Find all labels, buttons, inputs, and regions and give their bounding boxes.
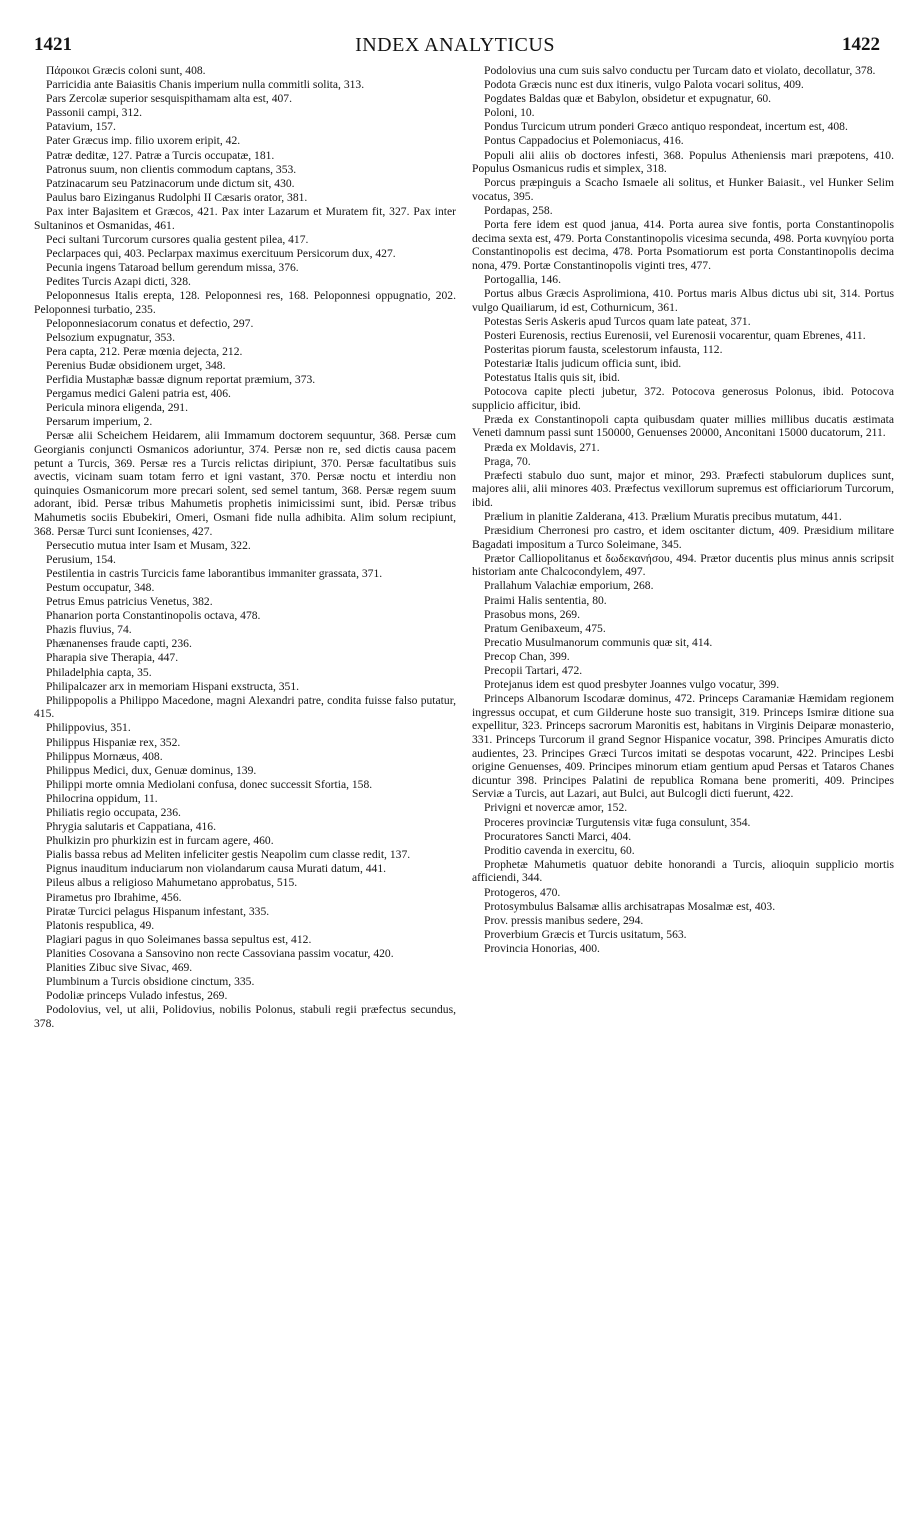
- index-entry: Præfecti stabulo duo sunt, major et minor, 293. Præfecti stabulorum duplices sunt, majores alii, alii minores 403. Præfectus vexillorum supremus est officiariorum Turcorum, ibid.: [472, 468, 894, 509]
- index-entry: Paulus baro Eizinganus Rudolphi II Cæsaris orator, 381.: [46, 190, 308, 204]
- index-entry: Precopii Tartari, 472.: [484, 664, 583, 678]
- index-entry: Pignus inauditum induciarum non violandarum causa Murati datum, 441.: [46, 862, 387, 876]
- index-entry: Persarum imperium, 2.: [46, 415, 153, 429]
- index-entry: Phazis fluvius, 74.: [46, 623, 132, 637]
- index-entry: Potestas Seris Askeris apud Turcos quam late pateat, 371.: [484, 314, 751, 328]
- index-entry: Philipalcazer arx in memoriam Hispani exstructa, 351.: [46, 679, 300, 693]
- index-entry: Pecunia ingens Tataroad bellum gerendum missa, 376.: [46, 260, 299, 274]
- index-entry: Potestatus Italis quis sit, ibid.: [484, 371, 620, 385]
- index-entry: Præsidium Cherronesi pro castro, et idem oscitanter dictum, 409. Præsidium militare Bagadati impositum a Turco Soleimane, 345.: [472, 524, 894, 551]
- index-entry: Precop Chan, 399.: [484, 649, 570, 663]
- index-entry: Philippus Mornæus, 408.: [46, 749, 163, 763]
- index-entry: Philippopolis a Philippo Macedone, magni Alexandri patre, condita fuisse falso putatur, 415.: [34, 693, 456, 721]
- index-entry: Pelsozium expugnatur, 353.: [46, 330, 175, 344]
- index-entry: Prov. pressis manibus sedere, 294.: [484, 913, 644, 927]
- index-entry: Praga, 70.: [484, 454, 531, 468]
- index-entry: Philocrina oppidum, 11.: [46, 791, 158, 805]
- index-entry: Planities Zibuc sive Sivac, 469.: [46, 961, 193, 974]
- index-column-left: [34, 64, 456, 1524]
- index-entry: Provincia Honorias, 400.: [484, 941, 600, 955]
- index-entry: Proverbium Græcis et Turcis usitatum, 563.: [484, 927, 687, 941]
- index-entry: Pratum Genibaxeum, 475.: [484, 621, 606, 635]
- index-entry: Podolovius, vel, ut alii, Polidovius, nobilis Polonus, stabuli regii præfectus secundus, 378.: [34, 1003, 456, 1030]
- page-number-right: 1422: [842, 34, 880, 55]
- index-entry: Persecutio mutua inter Isam et Musam, 322.: [46, 538, 251, 552]
- index-entry: Philippovius, 351.: [46, 721, 131, 735]
- index-entry: Pater Græcus imp. filio uxorem eripit, 42.: [46, 134, 241, 148]
- index-entry: Pedites Turcis Azapi dicti, 328.: [46, 274, 191, 288]
- index-entry: Portus albus Græcis Asprolimiona, 410. Portus maris Albus dictus ubi sit, 314. Portus vulgo Quailiarum, id est, Cothurnicum, 361.: [472, 287, 894, 314]
- index-entry: Procuratores Sancti Marci, 404.: [484, 829, 632, 843]
- index-entry: Parricidia ante Baiasitis Chanis imperium nulla commitli solita, 313.: [46, 78, 365, 92]
- index-entry: Philiatis regio occupata, 236.: [46, 805, 181, 819]
- index-entry: Posteritas piorum fausta, scelestorum infausta, 112.: [484, 342, 723, 356]
- index-entry: Protosymbulus Balsamæ allis archisatrapas Mosalmæ est, 403.: [484, 899, 776, 913]
- index-entry: Posteri Eurenosis, rectius Eurenosii, vel Eurenosii vocarentur, quam Ebrenes, 411.: [484, 328, 866, 342]
- index-entry: Podolovius una cum suis salvo conductu per Turcam dato et violato, decollatur, 378.: [484, 64, 876, 77]
- index-entry: Potocova capite plecti jubetur, 372. Potocova generosus Polonus, ibid. Potocova supplicio afficitur, ibid.: [472, 385, 894, 412]
- index-entry: Perusium, 154.: [46, 552, 116, 566]
- index-entry: Pirametus pro Ibrahime, 456.: [46, 890, 182, 904]
- index-entry: Prætor Calliopolitanus et δωδεκανήσου, 494. Prætor ducentis plus minus annis scripsit historiam ante Chalcocondylem, 497.: [472, 551, 894, 579]
- index-entry: Pondus Turcicum utrum ponderi Græco antiquo respondeat, incertum est, 408.: [484, 120, 848, 134]
- index-entry: Patronus suum, non clientis commodum captans, 353.: [46, 162, 297, 176]
- index-entry: Patzinacarum seu Patzinacorum unde dictum sit, 430.: [46, 176, 295, 190]
- index-entry: Potestariæ Italis judicum officia sunt, ibid.: [484, 356, 682, 370]
- index-column-right: [472, 64, 894, 1524]
- index-entry: Princeps Albanorum Iscodaræ dominus, 472. Princeps Caramaniæ Hæmidam regionem ingressus occupat, et cum Gilderune hoste suo transigit, 319. Princeps Ismiræ ditione sua expellitur, 323. Princeps sacrorum Maronitis est, habitans in Virginis Deiparæ monasterio, 331. Princeps Turcorum il grand Segnor Hispanice vocatur, 398. Principes Amuratis dicto audientes, 23. Principes Græci Turcos imitati se despotas vocarunt, 422. Principes Lesbi origine Genuenses, 409. Principes minorum etiam gentium apud Persas et Tataros Chanes dicuntur 398. Principes Palatini de republica Romana bene promeriti, 409. Principes Serviæ a Turcis, aut Lazari, aut Bulci, aut Bulcogli dicti fuerunt, 422.: [472, 692, 894, 801]
- index-entry: Pax inter Bajasitem et Græcos, 421. Pax inter Lazarum et Muratem fit, 327. Pax inter Sultaninos et Osmanidas, 461.: [34, 204, 456, 232]
- page-number-left: 1421: [34, 34, 72, 55]
- index-entry: Petrus Emus patricius Venetus, 382.: [46, 595, 213, 609]
- index-entry: Phulkizin pro phurkizin est in furcam agere, 460.: [46, 834, 274, 848]
- index-entry: Peloponnesiacorum conatus et defectio, 297.: [46, 316, 254, 330]
- index-entry: Peclarpaces qui, 403. Peclarpax maximus exercituum Persicorum dux, 427.: [46, 246, 396, 260]
- index-entry: Persæ alii Scheichem Heidarem, alii Immamum doctorem sequuntur, 368. Persæ cum Georgianis conjuncti Osmanicos adoriuntur, 374. Persæ non re, sed dictis causa pacem petunt a Turcis, 369. Persæ res a Turcis relictas diripiunt, 370. Persæ facultatibus suis avectis, vicinam suam totam ferro et igni vastant, 370. Persæ noctu et interdiu non quinquies Osmanicorum more precari solent, sed semel tantum, 368. Persæ regem suum adorant, ibid. Persæ tribus Mahumetis prophetis inimicissimi sunt, ibid. Persæ tribus Mahumetis sociis Ebubekiri, Omeri, Osmani fide nulla adhibita. Alim solum recipiunt, 368. Persæ Turci sunt Iconienses, 427.: [34, 429, 456, 538]
- index-entry: Peloponnesus Italis erepta, 128. Peloponnesi res, 168. Peloponnesi oppugnatio, 202. Peloponnesi turbatio, 235.: [34, 289, 456, 316]
- index-entry: Porcus præpinguis a Scacho Ismaele ali solitus, et Hunker Baiasit., vel Hunker Selim vocatus, 395.: [472, 176, 894, 203]
- index-entry: Pharapia sive Therapia, 447.: [46, 651, 179, 665]
- index-entry: Porta fere idem est quod janua, 414. Porta aurea sive fontis, porta Constantinopolis decima sexta est, 479. Porta Constantinopolis vicesima secunda, 498. Porta κυνηγίου porta Constantinopolis est decima, 478. Porta Psomatiorum est porta Constantinopolis decima nona, 479. Portæ Constantinopolis viginti tres, 477.: [472, 218, 894, 272]
- index-entry: Præda ex Constantinopoli capta quibusdam quater millies millibus ducatis æstimata Veneti damnum passi sunt 150000, Genuenses 20000, Anconitani 15000 ducatorum, 211.: [472, 412, 894, 440]
- index-entry: Pialis bassa rebus ad Meliten infeliciter gestis Neapolim cum classe redit, 137.: [46, 848, 411, 862]
- index-entry: Piratæ Turcici pelagus Hispanum infestant, 335.: [46, 904, 270, 918]
- index-entry: Pars Zercolæ superior sesquispithamam alta est, 407.: [46, 92, 292, 106]
- index-entry: Prophetæ Mahumetis quatuor debite honorandi a Turcis, alioquin supplicio mortis afficiendi, 344.: [472, 857, 894, 885]
- index-entry: Planities Cosovana a Sansovino non recte Cassoviana passim vocatur, 420.: [46, 946, 394, 960]
- index-entry: Praimi Halis sententia, 80.: [484, 593, 607, 607]
- index-entry: Proditio cavenda in exercitu, 60.: [484, 843, 635, 857]
- index-entry: Protejanus idem est quod presbyter Joannes vulgo vocatur, 399.: [484, 678, 780, 692]
- index-entry: Pontus Cappadocius et Polemoniacus, 416.: [484, 134, 684, 148]
- index-entry: Pordapas, 258.: [484, 203, 553, 217]
- index-entry: Philippi morte omnia Mediolani confusa, donec successit Sfortia, 158.: [46, 777, 373, 791]
- index-entry: Podoliæ princeps Vulado infestus, 269.: [46, 989, 228, 1003]
- index-entry: Podota Græcis nunc est dux itineris, vulgo Palota vocari solitus, 409.: [484, 78, 804, 92]
- index-entry: Plagiari pagus in quo Soleimanes bassa sepultus est, 412.: [46, 932, 312, 946]
- index-entry: Philadelphia capta, 35.: [46, 665, 152, 679]
- index-entry: Prælium in planitie Zalderana, 413. Prælium Muratis precibus mutatum, 441.: [484, 510, 842, 523]
- index-entry: Pericula minora eligenda, 291.: [46, 401, 188, 415]
- index-entry: Precatio Musulmanorum communis quæ sit, 414.: [484, 635, 713, 649]
- index-entry: Phrygia salutaris et Cappatiana, 416.: [46, 820, 217, 834]
- index-entry: Portogallia, 146.: [484, 272, 561, 286]
- running-title: INDEX ANALYTICUS: [355, 34, 555, 56]
- index-entry: Plumbinum a Turcis obsidione cinctum, 335.: [46, 975, 255, 989]
- index-entry: Phanarion porta Constantinopolis octava, 478.: [46, 609, 261, 623]
- index-entry: Prasobus mons, 269.: [484, 607, 580, 621]
- index-entry: Prallahum Valachiæ emporium, 268.: [484, 579, 654, 593]
- index-entry: Philippus Hispaniæ rex, 352.: [46, 735, 181, 749]
- index-entry: Pera capta, 212. Peræ mœnia dejecta, 212.: [46, 344, 243, 358]
- index-entry: Πάροικοι Græcis coloni sunt, 408.: [46, 64, 206, 77]
- index-entry: Pileus albus a religioso Mahumetano approbatus, 515.: [46, 876, 298, 890]
- index-entry: Pogdates Baldas quæ et Babylon, obsidetur et expugnatur, 60.: [484, 92, 772, 106]
- index-entry: Pergamus medici Galeni patria est, 406.: [46, 387, 231, 401]
- index-entry: Poloni, 10.: [484, 106, 535, 120]
- index-entry: Pestilentia in castris Turcicis fame laborantibus immaniter grassata, 371.: [46, 566, 383, 580]
- index-entry: Populi alii aliis ob doctores infesti, 368. Populus Atheniensis mari præpotens, 410. Populus Osmanicus rudis et simplex, 318.: [472, 148, 894, 176]
- index-entry: Philippus Medici, dux, Genuæ dominus, 139.: [46, 763, 257, 777]
- index-entry: Passonii campi, 312.: [46, 106, 142, 120]
- index-entry: Perfidia Mustaphæ bassæ dignum reportat præmium, 373.: [46, 373, 316, 387]
- index-entry: Platonis respublica, 49.: [46, 918, 155, 932]
- index-entry: Proceres provinciæ Turgutensis vitæ fuga consulunt, 354.: [484, 815, 751, 829]
- index-entry: Phænanenses fraude capti, 236.: [46, 637, 192, 651]
- index-entry: Perenius Budæ obsidionem urget, 348.: [46, 358, 226, 372]
- page-header: [0, 34, 910, 60]
- index-entry: Pestum occupatur, 348.: [46, 580, 155, 594]
- index-entry: Peci sultani Turcorum cursores qualia gestent pilea, 417.: [46, 232, 309, 246]
- index-entry: Patavium, 157.: [46, 120, 116, 134]
- index-entry: Præda ex Moldavis, 271.: [484, 440, 600, 454]
- index-entry: Patræ deditæ, 127. Patræ a Turcis occupatæ, 181.: [46, 148, 275, 162]
- index-entry: Privigni et novercæ amor, 152.: [484, 801, 628, 815]
- index-entry: Protogeros, 470.: [484, 885, 561, 899]
